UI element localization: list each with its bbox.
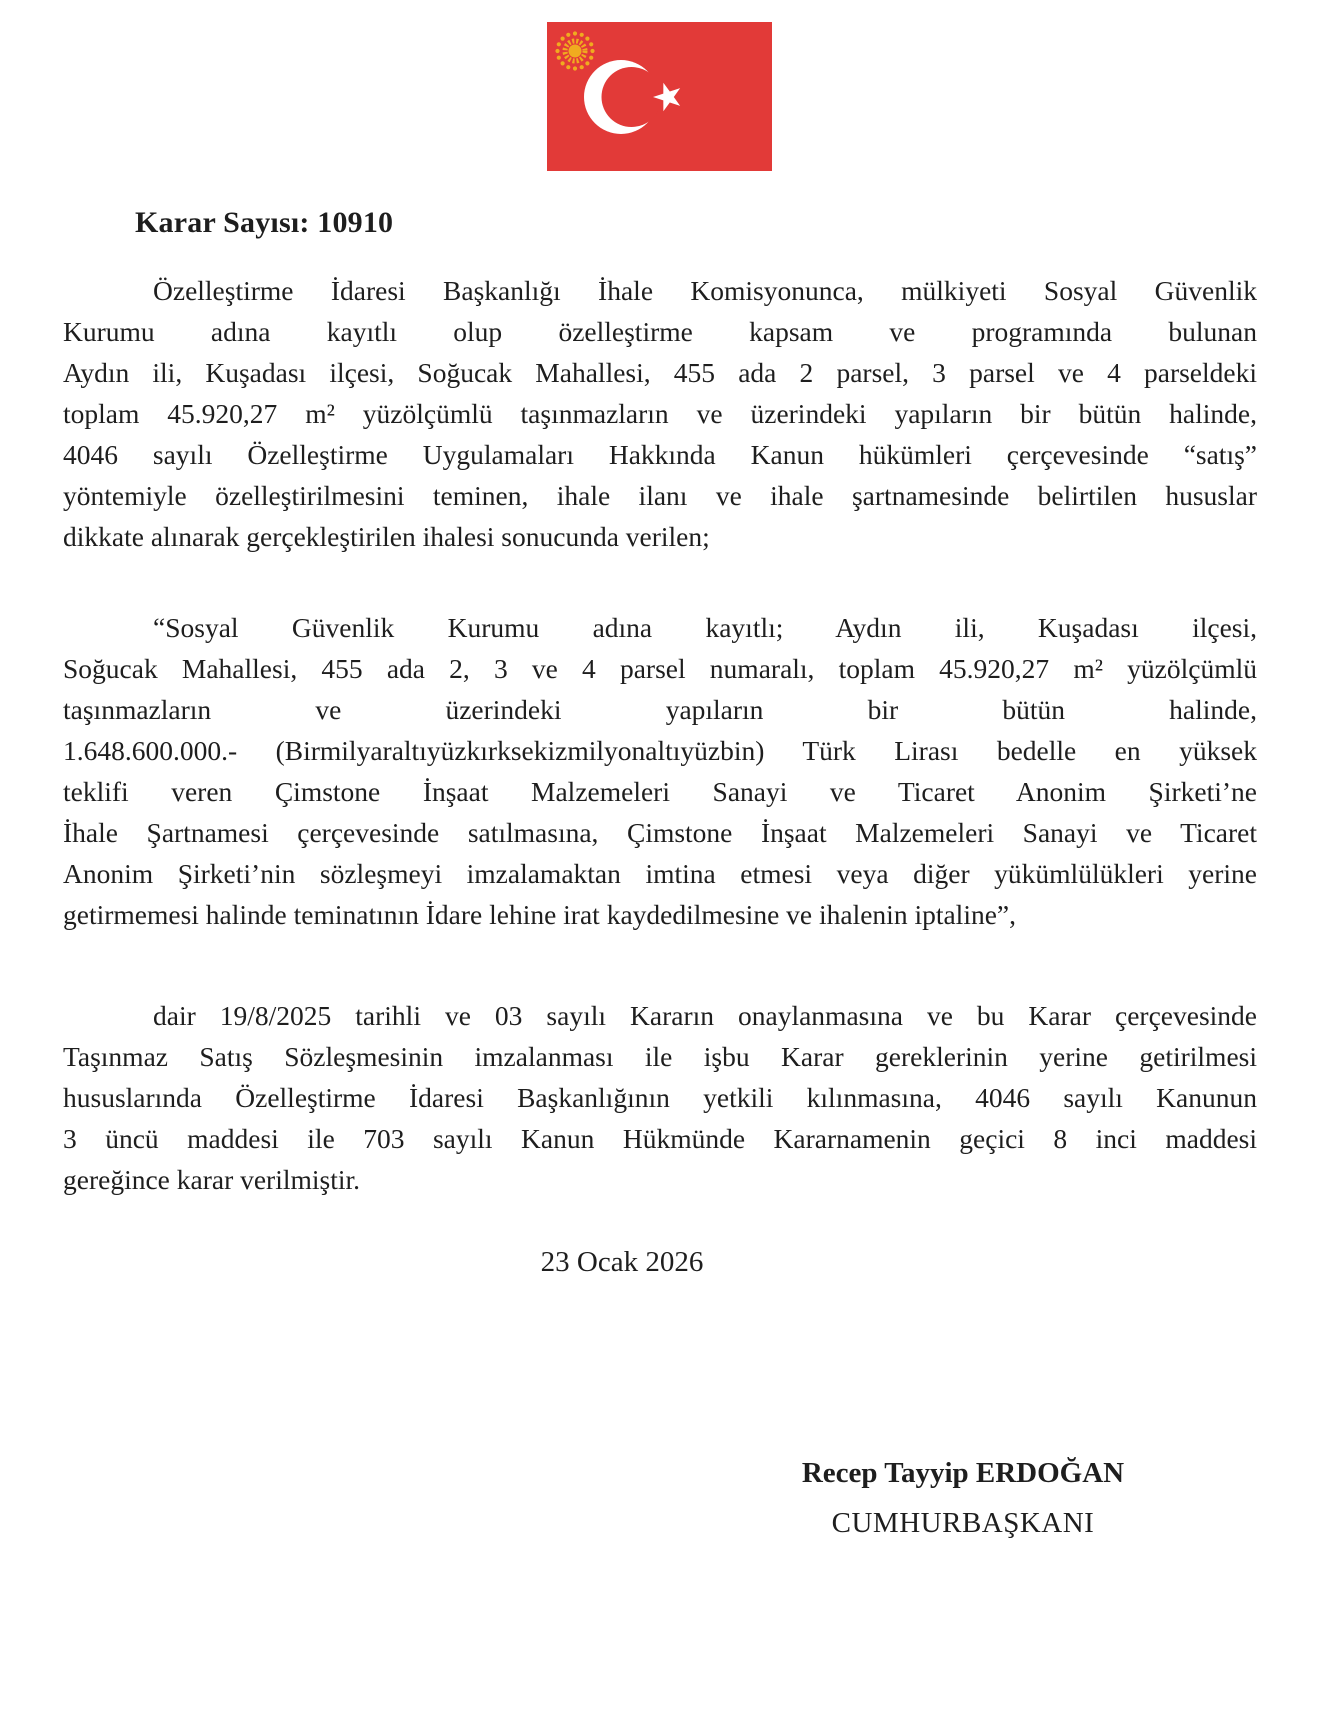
text-line: dikkate alınarak gerçekleştirilen ihalesi sonucunda verilen; bbox=[63, 521, 710, 552]
signature-title: CUMHURBAŞKANI bbox=[831, 1507, 1095, 1539]
text-line: getirmemesi halinde teminatının İdare lehine irat kaydedilmesine ve ihalenin iptaline”, bbox=[63, 899, 1016, 930]
text-line: hususlarında Özelleştirme İdaresi Başkanlığının yetkili kılınmasına, 4046 sayılı Kanunun bbox=[63, 1082, 1257, 1113]
signature-name: Recep Tayyip ERDOĞAN bbox=[801, 1457, 1125, 1489]
turkish-presidential-flag bbox=[547, 22, 772, 171]
text-line: “Sosyal Güvenlik Kurumu adına kayıtlı; Aydın ili, Kuşadası ilçesi, bbox=[153, 612, 1257, 643]
text-line: yöntemiyle özelleştirilmesini teminen, ihale ilanı ve ihale şartnamesinde belirtilen hususlar bbox=[63, 480, 1257, 511]
text-line: 1.648.600.000.- (Birmilyaraltıyüzkırksekizmilyonaltıyüzbin) Türk Lirası bedelle en yüksek bbox=[63, 735, 1257, 766]
text-line: dair 19/8/2025 tarihli ve 03 sayılı Kararın onaylanmasına ve bu Karar çerçevesinde bbox=[153, 1000, 1257, 1031]
text-line: toplam 45.920,27 m² yüzölçümlü taşınmazların ve üzerindeki yapıların bir bütün halinde, bbox=[63, 398, 1257, 429]
body-paragraph-1 bbox=[63, 270, 1257, 557]
text-line: Aydın ili, Kuşadası ilçesi, Soğucak Mahallesi, 455 ada 2 parsel, 3 parsel ve 4 parseldeki bbox=[63, 357, 1257, 388]
text-line: 4046 sayılı Özelleştirme Uygulamaları Hakkında Kanun hükümleri çerçevesinde “satış” bbox=[63, 439, 1257, 470]
text-line: Taşınmaz Satış Sözleşmesinin imzalanması ile işbu Karar gereklerinin yerine getirilmesi bbox=[63, 1041, 1257, 1072]
signature-block bbox=[753, 1453, 1173, 1544]
crescent-cutout bbox=[602, 67, 662, 127]
text-line: gereğince karar verilmiştir. bbox=[63, 1164, 361, 1195]
text-line: Özelleştirme İdaresi Başkanlığı İhale Komisyonunca, mülkiyeti Sosyal Güvenlik bbox=[153, 275, 1257, 306]
text-line: teklifi veren Çimstone İnşaat Malzemeleri Sanayi ve Ticaret Anonim Şirketi’ne bbox=[63, 776, 1257, 807]
text-line: Anonim Şirketi’nin sözleşmeyi imzalamaktan imtina etmesi veya diğer yükümlülükleri yerine bbox=[63, 858, 1257, 889]
body-paragraph-3 bbox=[63, 995, 1257, 1200]
text-line: Kurumu adına kayıtlı olup özelleştirme kapsam ve programında bulunan bbox=[63, 316, 1257, 347]
text-line: İhale Şartnamesi çerçevesinde satılmasına, Çimstone İnşaat Malzemeleri Sanayi ve Ticaret bbox=[63, 817, 1257, 848]
body-paragraph-2 bbox=[63, 607, 1257, 935]
text-line: 3 üncü maddesi ile 703 sayılı Kanun Hükmünde Kararnamenin geçici 8 inci maddesi bbox=[63, 1123, 1257, 1154]
text-line: taşınmazların ve üzerindeki yapıların bir bütün halinde, bbox=[63, 694, 1257, 725]
decree-date: 23 Ocak 2026 bbox=[540, 1246, 704, 1278]
text-line: Soğucak Mahallesi, 455 ada 2, 3 ve 4 parsel numaralı, toplam 45.920,27 m² yüzölçümlü bbox=[63, 653, 1257, 684]
decision-number-heading: Karar Sayısı: 10910 bbox=[135, 206, 394, 239]
